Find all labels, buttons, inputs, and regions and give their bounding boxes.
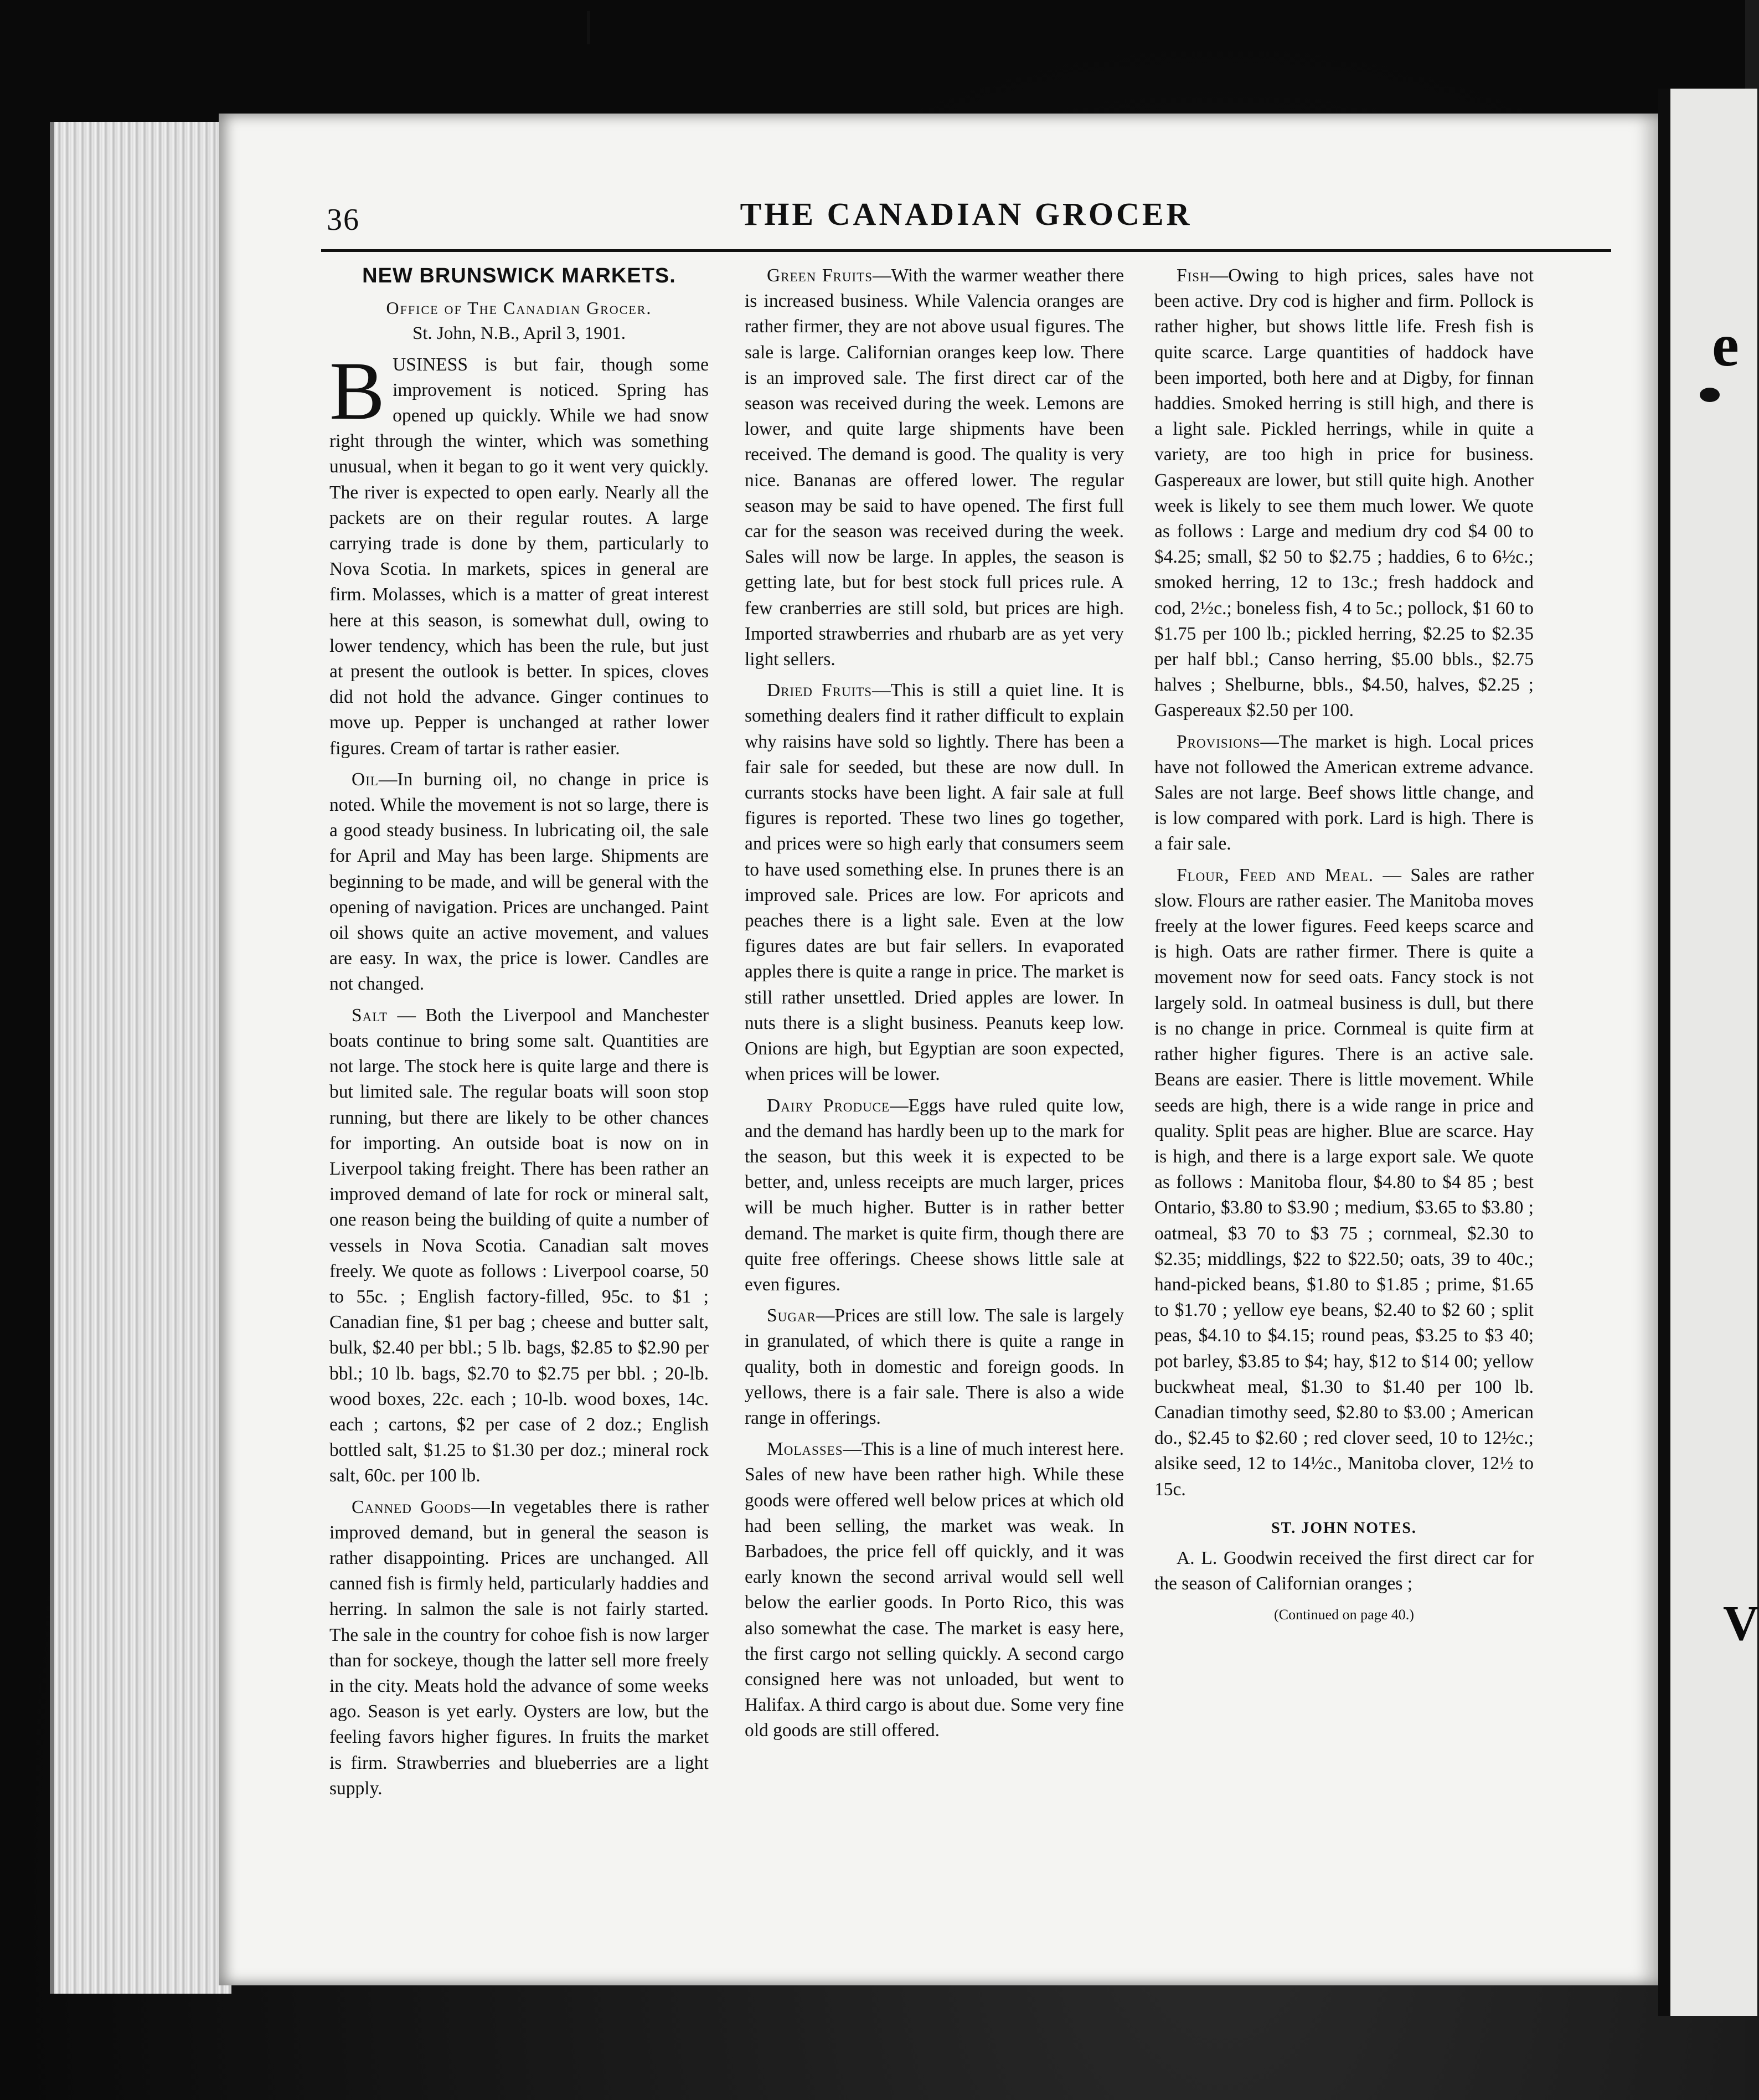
scan-mark bbox=[1700, 388, 1720, 402]
article-headline: NEW BRUNSWICK MARKETS. bbox=[362, 264, 676, 287]
molasses-paragraph bbox=[745, 1437, 1124, 1743]
canned-text: —In vegetables there is rather improved demand, but in general the season is rather disappointing. Prices are unchanged. All canned fish is firmly held, particularly haddies and herring. In salmon the sale is not fairly started. The sale in the country for cohoe fish is now larger than for sockeye, though the latter sell more freely in the city. Meats hold the advance of some weeks ago. Season is yet early. Oysters are low, but the feeling favors higher figures. In fruits the market is firm. Strawberries and blueberries are a light supply. bbox=[329, 1496, 709, 1799]
flour-text: — Sales are rather slow. Flours are rather easier. The Manitoba moves freely at the lower figures. Feed keeps scarce and is high. Oats are rather firmer. There is quite a movement now for seed oats. Fancy stock is not largely sold. In oatmeal business is dull, but there is no change in price. Cornmeal is quite firm at rather higher figures. There is an active sale. Beans are easier. There is little movement. While seeds are high, there is a wide range in price and quality. Split peas are higher. Blue are scarce. Hay is high, and there is a large export sale. We quote as follows : Manitoba flour, $4.80 to $4 85 ; best Ontario, $3.80 to $3.90 ; medium, $3.65 to $3.80 ; oatmeal, $3 70 to $3 75 ; cornmeal, $2.30 to $2.35; middlings, $22 to $22.50; oats, 39 to 40c.; hand-picked beans, $1.80 to $1.85 ; prime, $1.65 to $1.70 ; yellow eye beans, $2.40 to $2 60 ; split peas, $4.10 to $4.15; round peas, $3.25 to $3 40; pot barley, $3.85 to $4; hay, $12 to $14 00; yellow buckwheat meal, $1.30 to $1.40 per 100 lb. Canadian timothy seed, $2.80 to $3.00 ; American do., $2.45 to $2.60 ; red clover seed, 10 to 12½c.; alsike seed, 12 to 14½c., Manitoba clover, 12½ to 15c. bbox=[1154, 864, 1534, 1500]
dairy-paragraph bbox=[745, 1093, 1124, 1298]
continued-note: (Continued on page 40.) bbox=[1274, 1607, 1414, 1623]
office-line: Office of The Canadian Grocer. bbox=[386, 298, 652, 318]
book-page-edges bbox=[50, 122, 231, 1994]
sugar-paragraph bbox=[745, 1303, 1124, 1431]
provisions-paragraph bbox=[1154, 729, 1534, 857]
fish-text: —Owing to high prices, sales have not been active. Dry cod is higher and firm. Pollock is rather higher, but shows little life. Fresh fish is quite scarce. Large quantities of haddock have been imported, both here and at Digby, for finnan haddies. Smoked herring is still high, and there is a light sale. Pickled herrings, while in quite a variety, are too high in price for business. Gaspereaux are lower, but still quite high. Another week is likely to see them much lower. We quote as follows : Large and medium dry cod $4 00 to $4.25; small, $2 50 to $2.75 ; haddies, 6 to 6½c.; smoked herring, 12 to 13c.; fresh haddock and cod, 2½c.; boneless fish, 4 to 5c.; pollock, $1 60 to $1.75 per 100 lb.; pickled herring, $2.25 to $2.35 per half bbl.; Canso herring, $5.00 bbls., $2.75 halves ; Shelburne, bbls., $4.50, halves, $2.25 ; Gaspereaux $2.50 per 100. bbox=[1154, 265, 1534, 721]
scan-mark bbox=[587, 11, 590, 44]
section-label-dried-fruits: Dried Fruits bbox=[767, 680, 873, 701]
notes-paragraph: A. L. Goodwin received the first direct car for the season of Californian oranges ; bbox=[1154, 1547, 1534, 1594]
canned-paragraph bbox=[329, 1495, 709, 1802]
page-header bbox=[321, 191, 1611, 252]
column-1 bbox=[329, 263, 709, 1930]
dairy-text: —Eggs have ruled quite low, and the demand has hardly been up to the mark for the season, but this week it is expected to be better, and, unless receipts are much larger, prices will be much higher. Butter is in rather better demand. The market is quite firm, though there are quite free offerings. Cheese shows little sale at even figures. bbox=[745, 1095, 1124, 1295]
right-page-letter-fragment: V bbox=[1723, 1596, 1759, 1651]
column-2 bbox=[745, 263, 1124, 1930]
molasses-text: —This is a line of much interest here. Sales of new have been rather high. While these goods were offered well below prices at which old had been selling, the market was weak. In Barbadoes, the price fell off quickly, and it was early known the second arrival would sell well below the earlier goods. In Porto Rico, this was also somewhat the case. The market is easy here, the first cargo not selling quickly. A second cargo consigned here was not unloaded, but went to Halifax. A third cargo is about due. Some very fine old goods are still offered. bbox=[745, 1439, 1124, 1741]
running-title: THE CANADIAN GROCER bbox=[740, 196, 1193, 232]
section-label-molasses: Molasses bbox=[767, 1439, 843, 1460]
section-label-sugar: Sugar bbox=[767, 1305, 816, 1326]
section-label-oil: Oil bbox=[352, 769, 379, 790]
section-label-green-fruits: Green Fruits bbox=[767, 265, 873, 286]
salt-paragraph bbox=[329, 1003, 709, 1489]
intro-text: USINESS is but fair, though some improvement is noticed. Spring has opened up quickly. While we had snow right through the winter, which was something unusual, when it began to go it went very quickly. The river is expected to open early. Nearly all the packets are on their regular routes. A large carrying trade is done by them, particularly to Nova Scotia. In markets, spices in general are firm. Molasses, which is a matter of great interest here at this season, is somewhat dull, owing to lower tendency, which has been the rule, but just at present the outlook is better. In spices, cloves did not hold the advance. Ginger continues to move up. Pepper is unchanged at rather lower figures. Cream of tartar is rather easier. bbox=[329, 354, 709, 759]
oil-paragraph bbox=[329, 767, 709, 997]
drop-cap: B bbox=[329, 344, 385, 437]
green-fruits-paragraph bbox=[745, 263, 1124, 672]
dried-fruits-text: —This is still a quiet line. It is something dealers find it rather difficult to explain why raisins have sold so lightly. There has been a fair sale for seeded, but these are now dull. In currants stocks have been light. A fair sale at full figures is reported. These two lines go together, and prices were so high early that consumers seem to have used something else. In prunes there is an improved sale. Prices are low. For apricots and peaches there is a light sale. Even at the low figures dates are but fair sellers. In evaporated apples there is quite a range in price. The market is still rather unsettled. Dried apples are lower. In nuts there is a slight business. Peanuts keep low. Onions are high, but Egyptian are soon expected, when prices will be lower. bbox=[745, 680, 1124, 1085]
dateline: St. John, N.B., April 3, 1901. bbox=[412, 323, 626, 344]
section-label-fish: Fish bbox=[1177, 265, 1210, 286]
column-3 bbox=[1154, 263, 1534, 1930]
section-label-flour: Flour, Feed and Meal. bbox=[1177, 864, 1374, 886]
flour-paragraph bbox=[1154, 863, 1534, 1502]
salt-text: — Both the Liverpool and Manchester boats continue to bring some salt. Quantities are not large. The stock here is quite large and there is but limited sale. The regular boats will soon stop running, but there are likely to be other chances for importing. An outside boat is now on in Liverpool taking freight. There has been rather an improved demand of late for rock or mineral salt, one reason being the building of quite a number of vessels in Nova Scotia. Canadian salt moves freely. We quote as follows : Liverpool coarse, 50 to 55c. ; English factory-filled, 95c. to $1 ; Canadian fine, $1 per bag ; cheese and butter salt, bulk, $2.40 per bbl.; 5 lb. bags, $2.85 to $2.90 per bbl.; 10 lb. bags, $2.70 to $2.75 per bbl. ; 20-lb. wood boxes, 22c. each ; 10-lb. wood boxes, 14c. each ; cartons, $2 per case of 2 doz.; English bottled salt, $1.25 to $1.30 per doz.; mineral rock salt, 60c. per 100 lb. bbox=[329, 1005, 709, 1486]
section-label-provisions: Provisions bbox=[1177, 731, 1261, 752]
section-label-salt: Salt bbox=[352, 1005, 388, 1026]
page-number: 36 bbox=[327, 203, 360, 237]
right-page-edge bbox=[1658, 89, 1757, 2016]
provisions-text: —The market is high. Local prices have not followed the American extreme advance. Sales are not large. Beef shows little change, and is low compared with pork. Lard is high. There is a fair sale. bbox=[1154, 731, 1534, 855]
intro-paragraph bbox=[329, 344, 709, 761]
section-label-canned: Canned Goods bbox=[352, 1496, 472, 1517]
notes-heading: ST. JOHN NOTES. bbox=[1271, 1519, 1417, 1537]
sugar-text: —Prices are still low. The sale is largely in granulated, of which there is quite a range in quality, both in domestic and foreign goods. In yellows, there is a fair sale. There is also a wide range in offerings. bbox=[745, 1305, 1124, 1428]
right-page-letter-fragment: e bbox=[1712, 311, 1739, 379]
fish-paragraph bbox=[1154, 263, 1534, 724]
green-fruits-text: —With the warmer weather there is increased business. While Valencia oranges are rather firmer, they are not above usual figures. The sale is large. Californian oranges keep low. There is an improved sale. The first direct car of the season was received during the week. Lemons are lower, and quite large shipments have been received. The demand is good. The quality is very nice. Bananas are offered lower. The regular season may be said to have opened. The first full car for the season was received during the week. Sales will now be large. In apples, the season is getting late, but for best stock full prices rule. A few cranberries are still sold, but prices are high. Imported strawberries and rhubarb are as yet very light sellers. bbox=[745, 265, 1124, 670]
dried-fruits-paragraph bbox=[745, 678, 1124, 1087]
header-rule bbox=[321, 249, 1611, 252]
section-label-dairy: Dairy Produce bbox=[767, 1095, 890, 1116]
oil-text: —In burning oil, no change in price is noted. While the movement is not so large, there is a good steady business. In lubricating oil, the sale for April and May has been large. Shipments are beginning to be made, and will be general with the opening of navigation. Prices are unchanged. Paint oil shows quite an active movement, and values are easy. In wax, the price is lower. Candles are not changed. bbox=[329, 769, 709, 995]
